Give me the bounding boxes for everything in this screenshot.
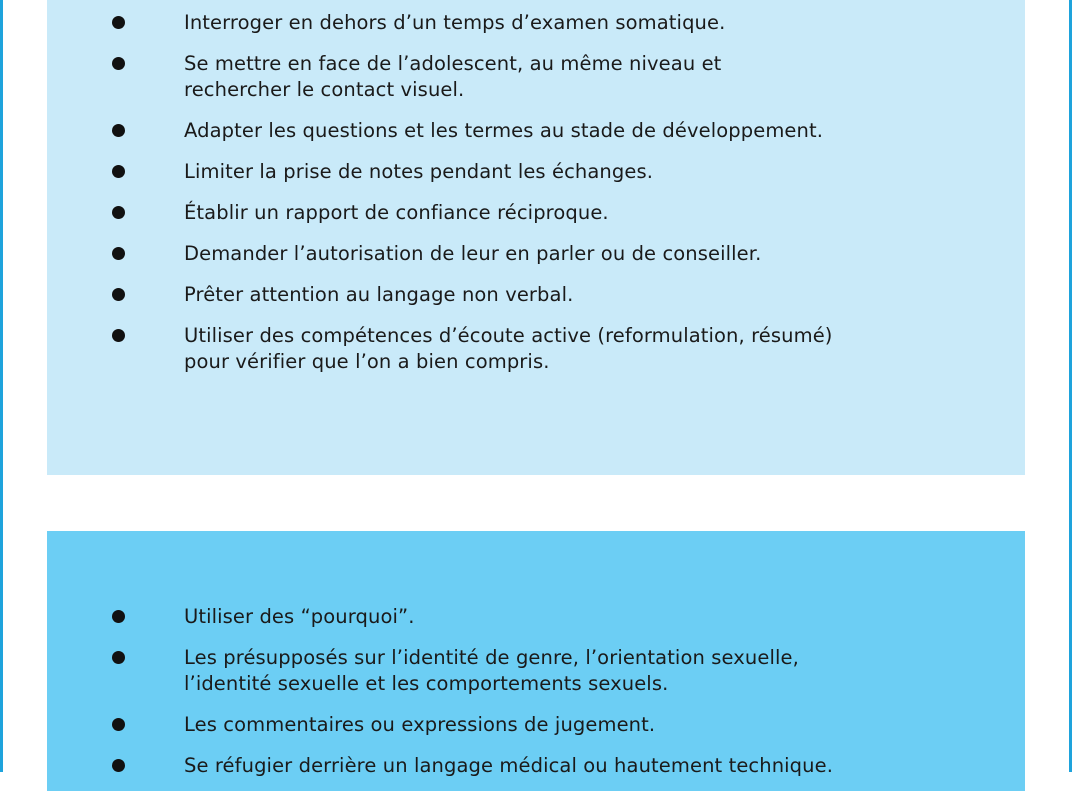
list-item (0, 51, 1072, 103)
bullet-icon (112, 329, 125, 342)
list-item-text: Interroger en dehors d’un temps d’examen somatique. (184, 11, 726, 34)
list-item-text: Établir un rapport de confiance réciproque. (184, 201, 609, 224)
bullet-icon (112, 57, 125, 70)
list-item-text: Prêter attention au langage non verbal. (184, 283, 574, 306)
list-item (0, 118, 1072, 144)
list-item (0, 753, 1072, 779)
list-item (0, 282, 1072, 308)
bullet-icon (112, 651, 125, 664)
bullet-icon (112, 759, 125, 772)
bullet-icon (112, 165, 125, 178)
list-item-text: Utiliser des compétences d’écoute active (reformulation, résumé) pour vérifier que l’on a bien compris. (184, 324, 833, 373)
list-item (0, 159, 1072, 185)
list-item-text: Utiliser des “pourquoi”. (184, 605, 415, 628)
list-item-text: Limiter la prise de notes pendant les échanges. (184, 160, 654, 183)
list-item (0, 10, 1072, 36)
list-item (0, 323, 1072, 375)
list-item (0, 200, 1072, 226)
list-item-text: Se réfugier derrière un langage médical ou hautement technique. (184, 754, 833, 777)
list-item (0, 604, 1072, 630)
list-item-text: Les commentaires ou expressions de jugement. (184, 713, 656, 736)
list-item (0, 645, 1072, 697)
list-item (0, 712, 1072, 738)
list-item (0, 241, 1072, 267)
bullet-icon (112, 247, 125, 260)
list-item-text: Se mettre en face de l’adolescent, au même niveau et rechercher le contact visuel. (184, 52, 722, 101)
list-item-text: Les présupposés sur l’identité de genre, l’orientation sexuelle, l’identité sexuelle et les comportements sexuels. (184, 646, 799, 695)
bullet-icon (112, 718, 125, 731)
practices-to-avoid-list (0, 604, 1072, 794)
recommended-practices-list (0, 10, 1072, 390)
list-item-text: Adapter les questions et les termes au stade de développement. (184, 119, 824, 142)
bullet-icon (112, 610, 125, 623)
bullet-icon (112, 206, 125, 219)
list-item-text: Demander l’autorisation de leur en parler ou de conseiller. (184, 242, 762, 265)
bullet-icon (112, 16, 125, 29)
bullet-icon (112, 288, 125, 301)
bullet-icon (112, 124, 125, 137)
